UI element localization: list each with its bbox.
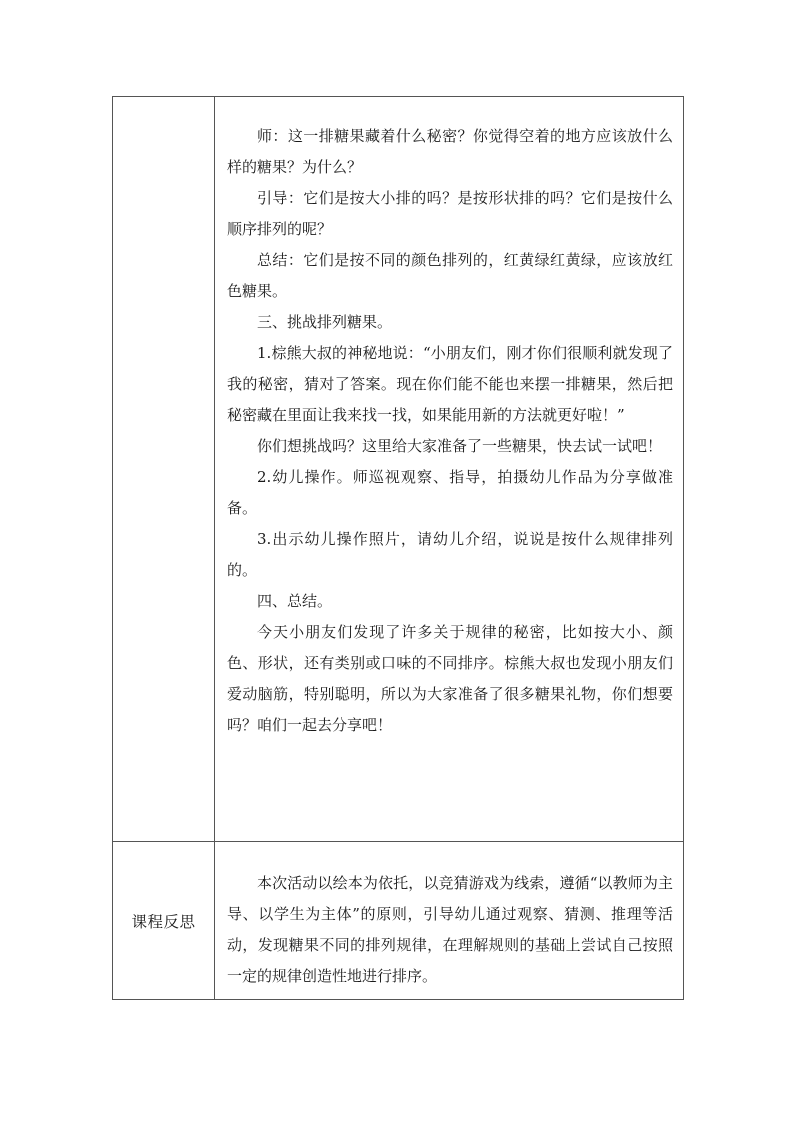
table-row-activity bbox=[113, 97, 684, 842]
paragraph-challenge-invite: 你们想挑战吗？这里给大家准备了一些糖果，快去试一试吧！ bbox=[257, 437, 663, 455]
paragraph-step-3: 3.出示幼儿操作照片，请幼儿介绍，说说是按什么规律排列的。 bbox=[227, 530, 673, 579]
paragraph-step-1: 1.棕熊大叔的神秘地说：“小朋友们，刚才你们很顺利就发现了我的秘密，猜对了答案。现在你们能不能也来摆一排糖果，然后把秘密藏在里面让我来找一找，如果能用新的方法就更好啦！” bbox=[227, 344, 673, 424]
reflection-content-cell bbox=[215, 842, 684, 1000]
reflection-content bbox=[215, 842, 683, 992]
paragraph-teacher-question: 师：这一排糖果藏着什么秘密？你觉得空着的地方应该放什么样的糖果？为什么？ bbox=[227, 127, 673, 176]
row-label-empty bbox=[113, 97, 215, 842]
table-row-reflection bbox=[113, 842, 684, 1000]
lesson-plan-table bbox=[112, 96, 684, 1000]
paragraph-reflection: 本次活动以绘本为依托，以竞猜游戏为线索，遵循“以教师为主导、以学生为主体”的原则，引导幼儿通过观察、猜测、推理等活动，发现糖果不同的排列规律，在理解规则的基础上尝试自己按照一定的规律创造性地进行排序。 bbox=[227, 874, 673, 985]
activity-content bbox=[215, 97, 683, 741]
paragraph-step-2: 2.幼儿操作。师巡视观察、指导，拍摄幼儿作品为分享做准备。 bbox=[227, 468, 673, 517]
section-heading-conclusion: 四、总结。 bbox=[257, 592, 333, 610]
paragraph-summary: 总结：它们是按不同的颜色排列的，红黄绿红黄绿，应该放红色糖果。 bbox=[227, 251, 673, 300]
section-heading-challenge: 三、挑战排列糖果。 bbox=[257, 313, 393, 331]
paragraph-conclusion: 今天小朋友们发现了许多关于规律的秘密，比如按大小、颜色、形状，还有类别或口味的不同排序。棕熊大叔也发现小朋友们爱动脑筋，特别聪明，所以为大家准备了很多糖果礼物，你们想要吗？咱们一起去分享吧！ bbox=[227, 623, 673, 734]
paragraph-guide: 引导：它们是按大小排的吗？是按形状排的吗？它们是按什么顺序排列的呢？ bbox=[227, 189, 673, 238]
activity-content-cell bbox=[215, 97, 684, 842]
row-label-reflection: 课程反思 bbox=[113, 842, 215, 1000]
